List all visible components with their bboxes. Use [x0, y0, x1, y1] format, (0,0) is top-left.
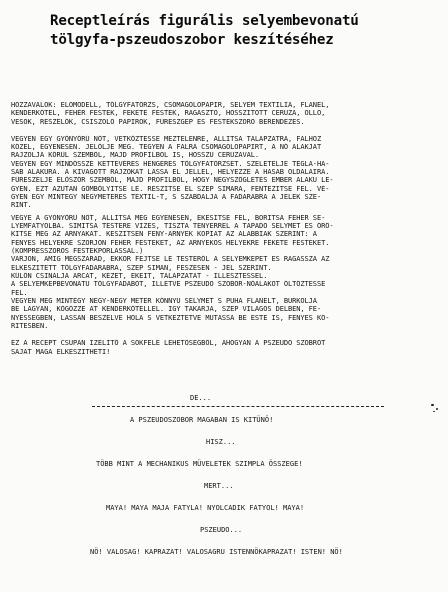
document-title	[50, 12, 440, 50]
dialogue-line: DE...	[190, 394, 212, 402]
dialogue-line: HISZ...	[206, 438, 236, 446]
text-line: SAJAT MAGA ELKESZITHETI!	[11, 347, 111, 356]
ink-speck	[433, 411, 435, 412]
dialogue-line: PSZEUDO...	[200, 526, 243, 534]
text-line: RAJZOLJA KÖRÜL SZEMBÖL, MAJD PROFILBOL IS, HOSSZU CERUZAVAL.	[11, 151, 260, 160]
dialogue-line: TÖBB MINT A MECHANIKUS MÜVELETEK SZIMPLA ÖSSZEGE!	[96, 460, 303, 468]
dashed-divider	[92, 406, 384, 407]
step-paragraph-1	[11, 135, 441, 210]
ingredients-paragraph	[11, 101, 441, 126]
closing-paragraph	[11, 339, 441, 356]
dialogue-line: NÖ! VALOSAG! KAPRAZAT! VALOSAGRU ISTENNÖKAPRAZAT! ISTEN! NÖ!	[90, 548, 343, 556]
text-line: FENYES HELYEKRE SZORJON FEHER FESTEKET, AZ ARNYEKOS HELYEKRE FEKETE FESTEKET.	[11, 238, 330, 247]
ink-speck	[431, 404, 434, 406]
recipe-body	[11, 101, 441, 356]
text-line: RITESBEN.	[11, 322, 49, 331]
text-line: (KOMPRESSZOROS FESTEKPORLASSAL.)	[11, 247, 144, 255]
dialogue-line: MAYA! MAYA MAJA FATYLA! NYOLCADIK FATYOL! MAYA!	[106, 504, 305, 512]
step-paragraph-3	[11, 297, 441, 330]
text-line: VEGYEN EGY GYÖNYÖRÜ NÖT, VETKÖZTESSE MEZTELENRE, ALLITSA TALAPZATRA, FALHOZ	[11, 134, 322, 143]
text-line: GYEN EGY MINTEGY NEGYMETERES TEXTIL-T, S SZABDALJA A FADARABRA A JELEK SZE-	[11, 192, 322, 201]
text-line: VEGYEN MEG MINTEGY NEGY-NEGY METER KÖNNYÜ SELYMET S PUHA FLANELT, BURKOLJA	[11, 297, 317, 306]
text-line: KENDERKÖTEL, FEHÉR FESTEK, FEKETE FESTEK, RAGASZTO, HOSSZITOTT CERUZA, OLLO,	[11, 109, 326, 118]
step-paragraph-2	[11, 214, 441, 297]
text-line: SAB ALAKURA. A KIVAGOTT RAJZOKAT LASSA EL JELLEL, HELYEZZE A HASAB OLDALAIRA.	[11, 167, 330, 176]
text-line: LYEMFATYOLBA. SIMITSA TESTERE VIZES, TISZTA TENYERREL A TAPADO SELYMET ES ÖRÖ-	[11, 221, 334, 230]
title-line-1: Receptleírás figurális selyembevonatú	[50, 13, 359, 29]
text-line: KÖZEL, EGYENESEN. JELÖLJE MEG. TEGYEN A FALRA CSOMAGOLOPAPIRT, A NÖ ALAKJAT	[11, 142, 322, 151]
ink-speck	[436, 408, 438, 410]
text-line: EZ A RECEPT CSUPAN IZELITÖ A SOKFELE LEHETÖSEGBÖL, AHOGYAN A PSZEUDO SZOBROT	[11, 339, 326, 348]
text-line: VESOK, RESZELÖK, CSISZOLO PAPIROK, FÜRESZGEP ES FESTEKSZORO BERENDEZES.	[11, 117, 305, 126]
text-line: A SELYEMKEPBEVONATU TÖLGYFADABOT, ILLETVE PSZEUDO SZOBOR-NÖALAKOT ÖLTÖZTESSE	[11, 280, 326, 289]
text-line: VARJON, AMIG MEGSZARAD, EKKOR FEJTSE LE TESTERÖL A SELYEMKEPET ES RAGASSZA AZ	[11, 255, 330, 264]
text-line: KÜLÖN CSINALJA ARCAT, KEZET, EKEIT, TALAPZATAT - ILLESZTESSEL.	[11, 272, 268, 281]
dialogue-line: A PSZEUDOSZOBOR MAGABAN IS KITÜNÖ!	[130, 416, 274, 424]
text-line: FÜRESZELJE ELÖSZÖR SZEMBÖL, MAJD PROFILBOL, HOGY NEGYSZÖGLETES EMBER ALAKU LE-	[11, 176, 334, 185]
dialogue-line: MERT...	[204, 482, 234, 490]
text-line: VEGYE A GYÖNYÖRÜ NÖT, ALLITSA MEG EGYENESEN, EKESITSE FEL, BORITSA FEHER SE-	[11, 213, 326, 222]
text-line: HOZZAVALOK: ELOMODELL, TÖLGYFATÖRZS, CSOMAGOLOPAPIR, SELYEM TEXTILIA, FLANEL,	[11, 101, 330, 109]
text-line: ELKESZITETT TÖLGYFADARABRA, SZEP SIMAN, FESZESEN - JEL SZERINT.	[11, 263, 272, 272]
text-line: BE LAGYAN, KÖGÖZZE AT KENDERKÖTELLEL. IGY TAKARJA, SZEP VILAGOS DELBEN, FE-	[11, 305, 322, 314]
text-line: NYESSEGBEN, LASSAN BESZELVE HOLA S VETKEZTETVE MUTASSA BE ESTE IS, FENYES KÖ-	[11, 313, 330, 322]
text-line: FEL.	[11, 288, 28, 297]
text-line: KITSE MEG AZ ARNYAKAT. KESZITSEN FENY-ARNYEK KOPIAT AZ ALABBIAK SZERINT: A	[11, 230, 317, 239]
text-line: VEGYEN EGY MINDÖSSZE KETTEVÉRES HENGERES TÖLGYFATÖRZSET. SZELETELJE TEGLA-HA-	[11, 159, 330, 168]
text-line: GYEN. EZT AZUTAN GÖMBÖLYITSE LE. RESZITSE EL SZEP SIMARA, FENTEZITSE FEL. VE-	[11, 184, 330, 193]
title-line-2: tölgyfa-pszeudoszobor keszítéséhez	[50, 32, 334, 48]
text-line: RINT.	[11, 201, 32, 210]
